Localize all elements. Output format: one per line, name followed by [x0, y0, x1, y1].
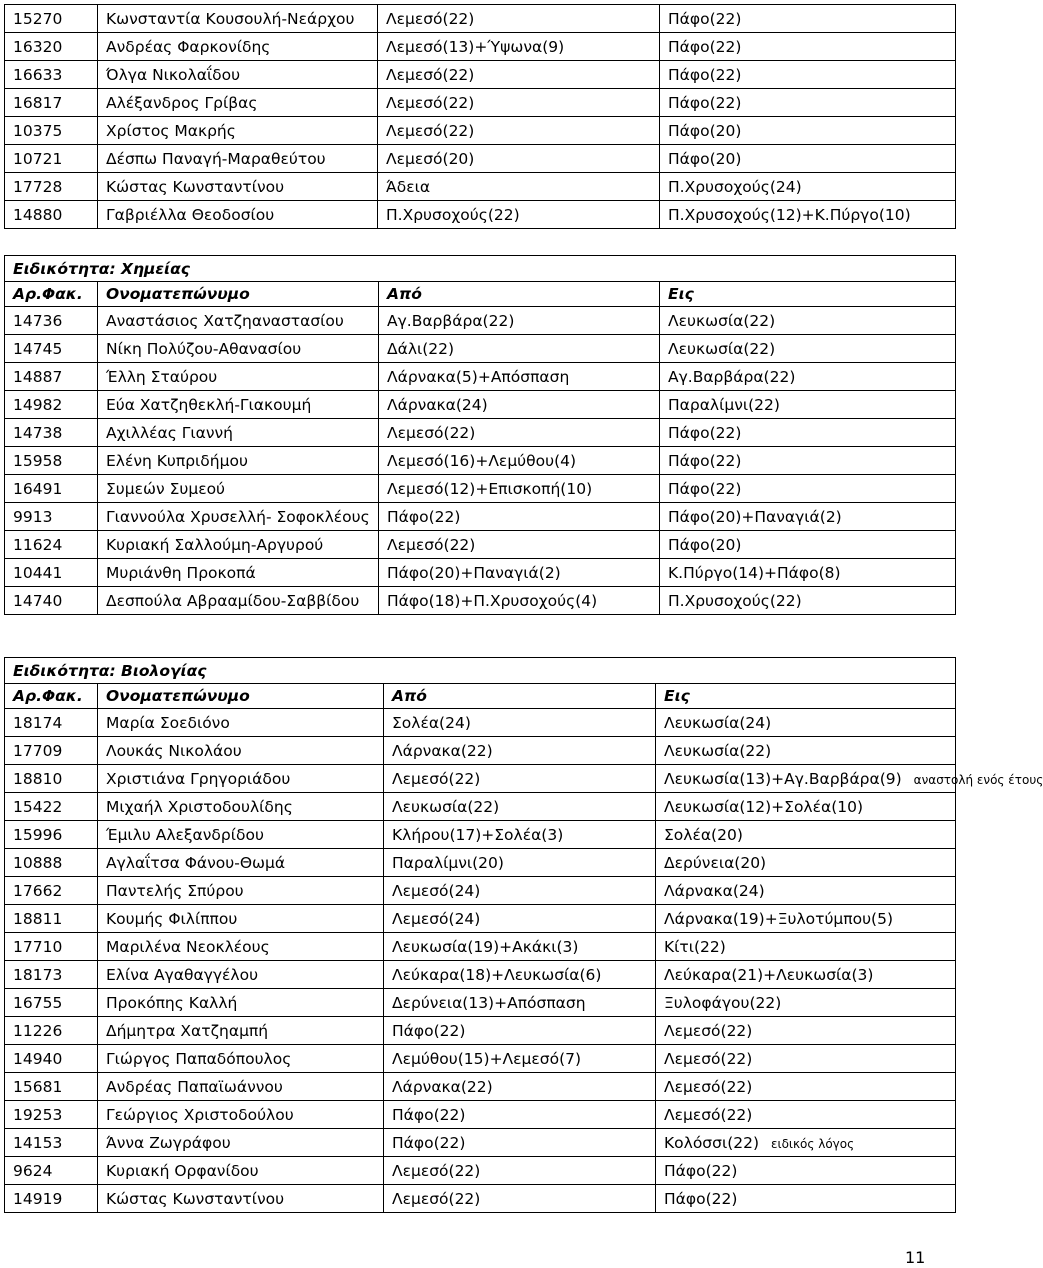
- name-cell: Μαριλένα Νεοκλέους: [98, 933, 384, 961]
- to-cell: [656, 1017, 956, 1045]
- to-cell: [660, 531, 956, 559]
- to-cell: [660, 145, 956, 173]
- table-body: [5, 658, 1043, 1213]
- to-cell: [660, 335, 956, 363]
- file-number-cell: 17662: [5, 877, 98, 905]
- to-cell: [656, 1129, 956, 1157]
- to-value: Πάφο(20): [668, 149, 742, 168]
- table-row: [5, 117, 956, 145]
- table-row: [5, 587, 956, 615]
- to-value: Λεμεσό(22): [664, 1021, 753, 1040]
- to-value: Παραλίμνι(22): [668, 395, 780, 414]
- table-row: [5, 89, 956, 117]
- table-row: [5, 1017, 956, 1045]
- name-cell: Αναστάσιος Χατζηαναστασίου: [98, 307, 379, 335]
- file-number-cell: 10375: [5, 117, 98, 145]
- to-value: Πάφο(22): [668, 65, 742, 84]
- file-number-cell: 16817: [5, 89, 98, 117]
- to-value: Λεύκαρα(21)+Λευκωσία(3): [664, 965, 874, 984]
- table-row: [5, 765, 956, 793]
- to-value: Λευκωσία(13)+Αγ.Βαρβάρα(9): [664, 769, 902, 788]
- table-body: [5, 5, 956, 229]
- specialty-row: [5, 658, 956, 684]
- from-cell: Πάφο(22): [384, 1101, 656, 1129]
- header-row: [5, 282, 956, 307]
- to-value: Πάφο(22): [668, 451, 742, 470]
- to-value: Λεμεσό(22): [664, 1105, 753, 1124]
- table-row: [5, 475, 956, 503]
- file-number-cell: 14736: [5, 307, 98, 335]
- table-row: [5, 709, 956, 737]
- from-cell: Λεμεσό(22): [378, 5, 660, 33]
- to-cell: [660, 419, 956, 447]
- file-number-cell: 14153: [5, 1129, 98, 1157]
- file-number-cell: 15270: [5, 5, 98, 33]
- to-value: Π.Χρυσοχούς(22): [668, 591, 802, 610]
- file-number-cell: 10441: [5, 559, 98, 587]
- file-number-cell: 14880: [5, 201, 98, 229]
- column-header-to: Εις: [656, 684, 956, 709]
- table-row: [5, 905, 956, 933]
- from-cell: Λευκωσία(19)+Ακάκι(3): [384, 933, 656, 961]
- to-cell: [656, 709, 956, 737]
- column-header-file-number: Αρ.Φακ.: [5, 282, 98, 307]
- to-value: Πάφο(22): [668, 423, 742, 442]
- from-cell: Σολέα(24): [384, 709, 656, 737]
- remark-note: αναστολή ενός έτους: [913, 772, 1043, 787]
- name-cell: Συμεών Συμεού: [98, 475, 379, 503]
- from-cell: Λεμεσό(22): [378, 61, 660, 89]
- table-row: [5, 307, 956, 335]
- name-cell: Όλγα Νικολαΐδου: [98, 61, 378, 89]
- to-cell: [656, 1045, 956, 1073]
- name-cell: Ανδρέας Παπαϊωάννου: [98, 1073, 384, 1101]
- to-value: Πάφο(22): [664, 1161, 738, 1180]
- to-value: Κ.Πύργο(14)+Πάφο(8): [668, 563, 841, 582]
- file-number-cell: 16755: [5, 989, 98, 1017]
- table-row: [5, 503, 956, 531]
- from-cell: Λεμεσό(20): [378, 145, 660, 173]
- to-value: Π.Χρυσοχούς(24): [668, 177, 802, 196]
- table-row: [5, 989, 956, 1017]
- to-value: Λευκωσία(12)+Σολέα(10): [664, 797, 864, 816]
- name-cell: Άννα Ζωγράφου: [98, 1129, 384, 1157]
- from-cell: Δάλι(22): [379, 335, 660, 363]
- from-cell: Λάρνακα(22): [384, 1073, 656, 1101]
- file-number-cell: 15996: [5, 821, 98, 849]
- to-value: Π.Χρυσοχούς(12)+Κ.Πύργο(10): [668, 205, 911, 224]
- name-cell: Χρίστος Μακρής: [98, 117, 378, 145]
- name-cell: Γεώργιος Χριστοδούλου: [98, 1101, 384, 1129]
- from-cell: Π.Χρυσοχούς(22): [378, 201, 660, 229]
- table-row: [5, 1129, 956, 1157]
- name-cell: Γιαννούλα Χρυσελλή- Σοφοκλέους: [98, 503, 379, 531]
- table-row: [5, 419, 956, 447]
- name-cell: Χριστιάνα Γρηγοριάδου: [98, 765, 384, 793]
- name-cell: Ανδρέας Φαρκονίδης: [98, 33, 378, 61]
- file-number-cell: 17728: [5, 173, 98, 201]
- to-cell: [660, 61, 956, 89]
- table-row: [5, 1073, 956, 1101]
- page-number: 11: [905, 1248, 926, 1267]
- name-cell: Δεσπούλα Αβρααμίδου-Σαββίδου: [98, 587, 379, 615]
- to-value: Λευκωσία(22): [668, 311, 776, 330]
- from-cell: Αγ.Βαρβάρα(22): [379, 307, 660, 335]
- name-cell: Προκόπης Καλλή: [98, 989, 384, 1017]
- to-value: Κίτι(22): [664, 937, 726, 956]
- from-cell: Κλήρου(17)+Σολέα(3): [384, 821, 656, 849]
- to-value: Λευκωσία(22): [668, 339, 776, 358]
- name-cell: Κυριακή Ορφανίδου: [98, 1157, 384, 1185]
- file-number-cell: 14745: [5, 335, 98, 363]
- table-row: [5, 363, 956, 391]
- table-row: [5, 145, 956, 173]
- to-value: Λεμεσό(22): [664, 1077, 753, 1096]
- from-cell: Λεμεσό(22): [379, 419, 660, 447]
- from-cell: Λεμεσό(24): [384, 877, 656, 905]
- from-cell: Λάρνακα(24): [379, 391, 660, 419]
- to-cell: [660, 89, 956, 117]
- to-value: Αγ.Βαρβάρα(22): [668, 367, 796, 386]
- to-value: Λάρνακα(19)+Ξυλοτύμπου(5): [664, 909, 894, 928]
- table-row: [5, 1157, 956, 1185]
- name-cell: Νίκη Πολύζου-Αθανασίου: [98, 335, 379, 363]
- name-cell: Δήμητρα Χατζηαμπή: [98, 1017, 384, 1045]
- to-cell: [656, 793, 956, 821]
- table-row: [5, 5, 956, 33]
- name-cell: Κώστας Κωνσταντίνου: [98, 1185, 384, 1213]
- column-header-from: Από: [384, 684, 656, 709]
- to-cell: [656, 737, 956, 765]
- name-cell: Εύα Χατζηθεκλή-Γιακουμή: [98, 391, 379, 419]
- file-number-cell: 14738: [5, 419, 98, 447]
- specialty-title: Ειδικότητα: Βιολογίας: [5, 658, 956, 684]
- file-number-cell: 11624: [5, 531, 98, 559]
- table-row: [5, 559, 956, 587]
- from-cell: Πάφο(22): [384, 1017, 656, 1045]
- to-cell: [660, 503, 956, 531]
- column-header-name: Ονοματεπώνυμο: [98, 282, 379, 307]
- from-cell: Λεμεσό(22): [378, 117, 660, 145]
- transfers-table-continued: [4, 4, 956, 229]
- table-row: [5, 173, 956, 201]
- to-cell: [656, 905, 956, 933]
- to-cell: [660, 173, 956, 201]
- from-cell: Λεμεσό(16)+Λεμύθου(4): [379, 447, 660, 475]
- specialty-row: [5, 256, 956, 282]
- to-cell: [660, 475, 956, 503]
- to-value: Λάρνακα(24): [664, 881, 765, 900]
- table-body: [5, 256, 956, 615]
- from-cell: Λεμύθου(15)+Λεμεσό(7): [384, 1045, 656, 1073]
- table-row: [5, 391, 956, 419]
- from-cell: Λάρνακα(22): [384, 737, 656, 765]
- from-cell: Πάφο(22): [379, 503, 660, 531]
- to-cell: [656, 877, 956, 905]
- to-cell: [660, 5, 956, 33]
- name-cell: Κώστας Κωνσταντίνου: [98, 173, 378, 201]
- from-cell: Άδεια: [378, 173, 660, 201]
- from-cell: Πάφο(20)+Παναγιά(2): [379, 559, 660, 587]
- from-cell: Λεμεσό(22): [384, 1185, 656, 1213]
- file-number-cell: 11226: [5, 1017, 98, 1045]
- to-value: Ξυλοφάγου(22): [664, 993, 782, 1012]
- table-row: [5, 531, 956, 559]
- name-cell: Γιώργος Παπαδόπουλος: [98, 1045, 384, 1073]
- file-number-cell: 16320: [5, 33, 98, 61]
- from-cell: Λευκωσία(22): [384, 793, 656, 821]
- to-value: Πάφο(20): [668, 121, 742, 140]
- to-cell: [656, 933, 956, 961]
- to-value: Πάφο(20)+Παναγιά(2): [668, 507, 842, 526]
- to-cell: [656, 989, 956, 1017]
- name-cell: Μυριάνθη Προκοπά: [98, 559, 379, 587]
- table-row: [5, 447, 956, 475]
- file-number-cell: 10888: [5, 849, 98, 877]
- file-number-cell: 15681: [5, 1073, 98, 1101]
- to-value: Πάφο(22): [668, 479, 742, 498]
- to-cell: [656, 961, 956, 989]
- chemistry-table: [4, 255, 956, 615]
- header-row: [5, 684, 956, 709]
- from-cell: Λεμεσό(13)+Ύψωνα(9): [378, 33, 660, 61]
- to-cell: [660, 391, 956, 419]
- table-row: [5, 201, 956, 229]
- name-cell: Αλέξανδρος Γρίβας: [98, 89, 378, 117]
- file-number-cell: 17709: [5, 737, 98, 765]
- name-cell: Αγλαΐτσα Φάνου-Θωμά: [98, 849, 384, 877]
- to-cell: [656, 849, 956, 877]
- file-number-cell: 19253: [5, 1101, 98, 1129]
- from-cell: Δερύνεια(13)+Απόσπαση: [384, 989, 656, 1017]
- file-number-cell: 14887: [5, 363, 98, 391]
- to-cell: [660, 117, 956, 145]
- file-number-cell: 18173: [5, 961, 98, 989]
- remark-note: ειδικός λόγος: [771, 1136, 855, 1151]
- to-value: Πάφο(22): [664, 1189, 738, 1208]
- to-cell: [656, 821, 956, 849]
- file-number-cell: 14919: [5, 1185, 98, 1213]
- from-cell: Λεμεσό(22): [379, 531, 660, 559]
- file-number-cell: 15422: [5, 793, 98, 821]
- name-cell: Γαβριέλλα Θεοδοσίου: [98, 201, 378, 229]
- name-cell: Έλλη Σταύρου: [98, 363, 379, 391]
- file-number-cell: 16633: [5, 61, 98, 89]
- from-cell: Πάφο(18)+Π.Χρυσοχούς(4): [379, 587, 660, 615]
- name-cell: Ελίνα Αγαθαγγέλου: [98, 961, 384, 989]
- to-value: Πάφο(22): [668, 9, 742, 28]
- to-cell: [660, 447, 956, 475]
- to-value: Πάφο(20): [668, 535, 742, 554]
- to-cell: [660, 363, 956, 391]
- name-cell: Λουκάς Νικολάου: [98, 737, 384, 765]
- file-number-cell: 9624: [5, 1157, 98, 1185]
- to-cell: [660, 559, 956, 587]
- file-number-cell: 17710: [5, 933, 98, 961]
- to-value: Σολέα(20): [664, 825, 743, 844]
- to-cell: [656, 1101, 956, 1129]
- from-cell: Λεμεσό(12)+Επισκοπή(10): [379, 475, 660, 503]
- to-cell: [660, 307, 956, 335]
- table-row: [5, 1045, 956, 1073]
- file-number-cell: 18811: [5, 905, 98, 933]
- file-number-cell: 14982: [5, 391, 98, 419]
- file-number-cell: 14940: [5, 1045, 98, 1073]
- file-number-cell: 10721: [5, 145, 98, 173]
- from-cell: Παραλίμνι(20): [384, 849, 656, 877]
- column-header-from: Από: [379, 282, 660, 307]
- from-cell: Λεύκαρα(18)+Λευκωσία(6): [384, 961, 656, 989]
- to-cell: [660, 201, 956, 229]
- biology-table: [4, 657, 1043, 1213]
- from-cell: Λάρνακα(5)+Απόσπαση: [379, 363, 660, 391]
- to-cell: [656, 1073, 956, 1101]
- table-row: [5, 793, 956, 821]
- name-cell: Κωνσταντία Κουσουλή-Νεάρχου: [98, 5, 378, 33]
- to-value: Λευκωσία(22): [664, 741, 772, 760]
- to-cell: [656, 1185, 956, 1213]
- from-cell: Πάφο(22): [384, 1129, 656, 1157]
- name-cell: Κουμής Φιλίππου: [98, 905, 384, 933]
- table-row: [5, 877, 956, 905]
- name-cell: Παντελής Σπύρου: [98, 877, 384, 905]
- to-value: Δερύνεια(20): [664, 853, 767, 872]
- from-cell: Λεμεσό(22): [378, 89, 660, 117]
- column-header-name: Ονοματεπώνυμο: [98, 684, 384, 709]
- table-row: [5, 737, 956, 765]
- table-row: [5, 961, 956, 989]
- file-number-cell: 18174: [5, 709, 98, 737]
- to-cell: [660, 587, 956, 615]
- table-row: [5, 849, 956, 877]
- file-number-cell: 14740: [5, 587, 98, 615]
- column-header-file-number: Αρ.Φακ.: [5, 684, 98, 709]
- specialty-title: Ειδικότητα: Χημείας: [5, 256, 956, 282]
- name-cell: Μιχαήλ Χριστοδουλίδης: [98, 793, 384, 821]
- table-row: [5, 1101, 956, 1129]
- name-cell: Μαρία Σοεδιόνο: [98, 709, 384, 737]
- to-value: Πάφο(22): [668, 37, 742, 56]
- name-cell: Κυριακή Σαλλούμη-Αργυρού: [98, 531, 379, 559]
- to-cell: [656, 1157, 956, 1185]
- to-value: Λεμεσό(22): [664, 1049, 753, 1068]
- table-row: [5, 61, 956, 89]
- to-cell: [660, 33, 956, 61]
- file-number-cell: 9913: [5, 503, 98, 531]
- name-cell: Έμιλυ Αλεξανδρίδου: [98, 821, 384, 849]
- from-cell: Λεμεσό(24): [384, 905, 656, 933]
- column-header-to: Εις: [660, 282, 956, 307]
- to-value: Πάφο(22): [668, 93, 742, 112]
- table-row: [5, 821, 956, 849]
- table-row: [5, 1185, 956, 1213]
- name-cell: Αχιλλέας Γιαννή: [98, 419, 379, 447]
- to-value: Κολόσσι(22): [664, 1133, 760, 1152]
- table-row: [5, 33, 956, 61]
- to-value: Λευκωσία(24): [664, 713, 772, 732]
- file-number-cell: 16491: [5, 475, 98, 503]
- file-number-cell: 15958: [5, 447, 98, 475]
- file-number-cell: 18810: [5, 765, 98, 793]
- name-cell: Ελένη Κυπριδήμου: [98, 447, 379, 475]
- to-cell: [656, 765, 1043, 793]
- table-row: [5, 933, 956, 961]
- from-cell: Λεμεσό(22): [384, 1157, 656, 1185]
- from-cell: Λεμεσό(22): [384, 765, 656, 793]
- table-row: [5, 335, 956, 363]
- name-cell: Δέσπω Παναγή-Μαραθεύτου: [98, 145, 378, 173]
